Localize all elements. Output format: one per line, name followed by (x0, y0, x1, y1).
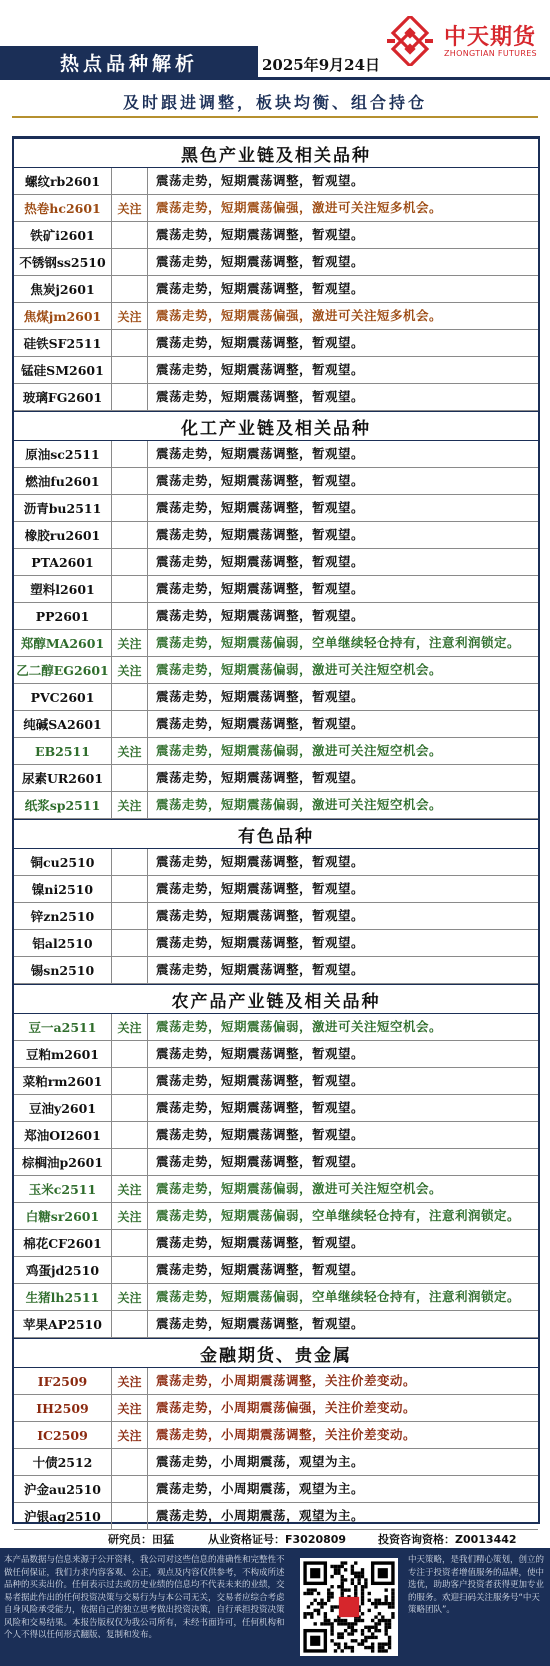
trend-description: 震荡走势，小周期震荡，观望为主。 (156, 1454, 365, 1469)
contract-name: 豆粕m2601 (14, 1041, 112, 1067)
focus-flag (112, 249, 148, 275)
table-row (14, 1311, 538, 1338)
researcher-info (0, 1528, 550, 1548)
contract-name: 菜粕rm2601 (14, 1068, 112, 1094)
contract-name: 沪银ag2510 (14, 1503, 112, 1529)
table-row (14, 657, 538, 684)
table-row (14, 1449, 538, 1476)
trend-description: 震荡走势，短期震荡偏弱，激进可关注短空机会。 (156, 1181, 443, 1196)
contract-name: EB2511 (14, 738, 112, 764)
focus-flag (112, 957, 148, 983)
trend-description: 震荡走势，短期震荡调整，暂观望。 (156, 281, 365, 296)
table-row (14, 303, 538, 330)
table-row (14, 495, 538, 522)
table-row (14, 1149, 538, 1176)
focus-flag (112, 711, 148, 737)
focus-flag (112, 1311, 148, 1337)
table-row (14, 1284, 538, 1311)
table-row (14, 168, 538, 195)
focus-flag: 关注 (112, 1176, 148, 1202)
contract-name: PVC2601 (14, 684, 112, 710)
focus-flag (112, 168, 148, 194)
focus-flag (112, 276, 148, 302)
trend-description: 震荡走势，短期震荡偏强，激进可关注短多机会。 (156, 308, 443, 323)
focus-flag (112, 930, 148, 956)
contract-name: 沪金au2510 (14, 1476, 112, 1502)
focus-flag (112, 603, 148, 629)
focus-flag (112, 468, 148, 494)
trend-description: 震荡走势，短期震荡调整，暂观望。 (156, 1154, 365, 1169)
focus-flag (112, 876, 148, 902)
trend-description: 震荡走势，短期震荡调整，暂观望。 (156, 770, 365, 785)
table-row (14, 468, 538, 495)
trend-description: 震荡走势，短期震荡调整，暂观望。 (156, 881, 365, 896)
trend-description: 震荡走势，小周期震荡调整，关注价差变动。 (156, 1373, 417, 1388)
contract-name: 热卷hc2601 (14, 195, 112, 221)
trend-description: 震荡走势，短期震荡调整，暂观望。 (156, 608, 365, 623)
qr-code-icon[interactable] (300, 1558, 398, 1656)
contract-name: 锡sn2510 (14, 957, 112, 983)
contract-name: IF2509 (14, 1368, 112, 1394)
trend-description: 震荡走势，短期震荡调整，暂观望。 (156, 935, 365, 950)
analysis-table (12, 136, 540, 1524)
section-header: 农产品产业链及相关品种 (14, 984, 538, 1014)
focus-flag (112, 1122, 148, 1148)
tagline-divider (12, 116, 538, 118)
report-tagline: 及时跟进调整，板块均衡、组合持仓 (122, 93, 427, 112)
contract-name: 纯碱SA2601 (14, 711, 112, 737)
contract-name: 塑料l2601 (14, 576, 112, 602)
section-header: 黑色产业链及相关品种 (14, 138, 538, 168)
table-row (14, 849, 538, 876)
contract-name: 鸡蛋jd2510 (14, 1257, 112, 1283)
focus-flag (112, 576, 148, 602)
focus-flag: 关注 (112, 630, 148, 656)
trend-description: 震荡走势，短期震荡调整，暂观望。 (156, 1127, 365, 1142)
focus-flag (112, 522, 148, 548)
contract-name: 郑醇MA2601 (14, 630, 112, 656)
report-header (0, 0, 550, 80)
focus-flag (112, 903, 148, 929)
report-date: 2025年9月24日 (262, 56, 381, 74)
section-header: 金融期货、贵金属 (14, 1338, 538, 1368)
contract-name: 纸浆sp2511 (14, 792, 112, 818)
trend-description: 震荡走势，短期震荡调整，暂观望。 (156, 500, 365, 515)
contract-name: 白糖sr2601 (14, 1203, 112, 1229)
contract-name: 生猪lh2511 (14, 1284, 112, 1310)
trend-description: 震荡走势，短期震荡偏弱，激进可关注短空机会。 (156, 797, 443, 812)
trend-description: 震荡走势，短期震荡调整，暂观望。 (156, 446, 365, 461)
focus-flag (112, 684, 148, 710)
logo-chinese-name: 中天期货 (444, 25, 537, 50)
table-row (14, 1476, 538, 1503)
table-row (14, 357, 538, 384)
section-header: 有色品种 (14, 819, 538, 849)
focus-flag (112, 1149, 148, 1175)
trend-description: 震荡走势，短期震荡调整，暂观望。 (156, 1100, 365, 1115)
contract-name: PP2601 (14, 603, 112, 629)
contract-name: 锌zn2510 (14, 903, 112, 929)
trend-description: 震荡走势，短期震荡调整，暂观望。 (156, 689, 365, 704)
trend-description: 震荡走势，短期震荡调整，暂观望。 (156, 173, 365, 188)
table-row (14, 522, 538, 549)
table-row (14, 1041, 538, 1068)
table-row (14, 1122, 538, 1149)
table-row (14, 1095, 538, 1122)
contract-name: 铁矿i2601 (14, 222, 112, 248)
table-row (14, 603, 538, 630)
trend-description: 震荡走势，短期震荡调整，暂观望。 (156, 473, 365, 488)
table-row (14, 1068, 538, 1095)
table-row (14, 549, 538, 576)
table-row (14, 222, 538, 249)
focus-flag (112, 222, 148, 248)
table-row (14, 765, 538, 792)
trend-description: 震荡走势，短期震荡调整，暂观望。 (156, 1046, 365, 1061)
focus-flag (112, 495, 148, 521)
table-row (14, 384, 538, 411)
focus-flag: 关注 (112, 657, 148, 683)
trend-description: 震荡走势，短期震荡调整，暂观望。 (156, 854, 365, 869)
table-row (14, 630, 538, 657)
focus-flag (112, 765, 148, 791)
table-row (14, 576, 538, 603)
contract-name: 焦炭j2601 (14, 276, 112, 302)
table-row (14, 903, 538, 930)
trend-description: 震荡走势，短期震荡调整，暂观望。 (156, 227, 365, 242)
zhongtian-logo-icon (384, 16, 436, 66)
table-row (14, 1395, 538, 1422)
contract-name: 不锈钢ss2510 (14, 249, 112, 275)
table-row (14, 1503, 538, 1530)
trend-description: 震荡走势，短期震荡调整，暂观望。 (156, 527, 365, 542)
focus-flag (112, 357, 148, 383)
trend-description: 震荡走势，短期震荡调整，暂观望。 (156, 581, 365, 596)
contract-name: 豆油y2601 (14, 1095, 112, 1121)
trend-description: 震荡走势，短期震荡调整，暂观望。 (156, 1073, 365, 1088)
report-title: 热点品种解析 (0, 46, 258, 78)
contract-name: 螺纹rb2601 (14, 168, 112, 194)
trend-description: 震荡走势，短期震荡调整，暂观望。 (156, 389, 365, 404)
trend-description: 震荡走势，短期震荡调整，暂观望。 (156, 335, 365, 350)
company-logo (384, 16, 544, 66)
focus-flag: 关注 (112, 738, 148, 764)
table-row (14, 1014, 538, 1041)
contract-name: 铜cu2510 (14, 849, 112, 875)
qr-description: 中天策略，是我们精心策划，创立的专注于投资者增值服务的品牌，使中选优，助助客户投资者获得更加专业的服务。欢迎扫码关注服务号“中天策略团队”。 (408, 1555, 545, 1615)
table-row (14, 711, 538, 738)
trend-description: 震荡走势，短期震荡偏弱，空单继续轻仓持有，注意利润锁定。 (156, 1289, 521, 1304)
table-row (14, 684, 538, 711)
contract-name: IH2509 (14, 1395, 112, 1421)
focus-flag: 关注 (112, 792, 148, 818)
report-footer (0, 1548, 550, 1666)
table-row (14, 792, 538, 819)
contract-name: 十债2512 (14, 1449, 112, 1475)
focus-flag (112, 441, 148, 467)
contract-name: 郑油OI2601 (14, 1122, 112, 1148)
contract-name: 乙二醇EG2601 (14, 657, 112, 683)
table-row (14, 1176, 538, 1203)
table-row (14, 957, 538, 984)
focus-flag (112, 1449, 148, 1475)
header-divider (0, 77, 550, 80)
contract-name: 镍ni2510 (14, 876, 112, 902)
contract-name: 焦煤jm2601 (14, 303, 112, 329)
table-row (14, 1257, 538, 1284)
researcher-license: 从业资格证号：F3020809 (208, 1533, 347, 1546)
focus-flag: 关注 (112, 1014, 148, 1040)
contract-name: 沥青bu2511 (14, 495, 112, 521)
focus-flag: 关注 (112, 1284, 148, 1310)
focus-flag: 关注 (112, 303, 148, 329)
table-row (14, 249, 538, 276)
contract-name: 苹果AP2510 (14, 1311, 112, 1337)
table-row (14, 738, 538, 765)
logo-english-name: ZHONGTIAN FUTURES (444, 49, 537, 58)
trend-description: 震荡走势，短期震荡偏弱，激进可关注短空机会。 (156, 743, 443, 758)
trend-description: 震荡走势，短期震荡调整，暂观望。 (156, 1316, 365, 1331)
focus-flag: 关注 (112, 1395, 148, 1421)
focus-flag (112, 1068, 148, 1094)
table-row (14, 330, 538, 357)
trend-description: 震荡走势，短期震荡调整，暂观望。 (156, 962, 365, 977)
contract-name: 燃油fu2601 (14, 468, 112, 494)
contract-name: PTA2601 (14, 549, 112, 575)
trend-description: 震荡走势，短期震荡调整，暂观望。 (156, 716, 365, 731)
contract-name: 玻璃FG2601 (14, 384, 112, 410)
trend-description: 震荡走势，短期震荡调整，暂观望。 (156, 1262, 365, 1277)
contract-name: IC2509 (14, 1422, 112, 1448)
trend-description: 震荡走势，短期震荡调整，暂观望。 (156, 554, 365, 569)
trend-description: 震荡走势，小周期震荡，观望为主。 (156, 1481, 365, 1496)
trend-description: 震荡走势，小周期震荡调整，关注价差变动。 (156, 1427, 417, 1442)
table-row (14, 1422, 538, 1449)
focus-flag: 关注 (112, 1368, 148, 1394)
trend-description: 震荡走势，短期震荡调整，暂观望。 (156, 1235, 365, 1250)
contract-name: 锰硅SM2601 (14, 357, 112, 383)
contract-name: 棉花CF2601 (14, 1230, 112, 1256)
focus-flag (112, 384, 148, 410)
trend-description: 震荡走势，短期震荡调整，暂观望。 (156, 908, 365, 923)
researcher-name: 研究员：田猛 (108, 1533, 174, 1546)
researcher-consult-license: 投资咨询资格：Z0013442 (378, 1533, 517, 1546)
focus-flag (112, 849, 148, 875)
focus-flag (112, 1476, 148, 1502)
trend-description: 震荡走势，小周期震荡偏强，关注价差变动。 (156, 1400, 417, 1415)
trend-description: 震荡走势，短期震荡偏强，激进可关注短多机会。 (156, 200, 443, 215)
contract-name: 尿素UR2601 (14, 765, 112, 791)
contract-name: 原油sc2511 (14, 441, 112, 467)
focus-flag (112, 1230, 148, 1256)
focus-flag (112, 1257, 148, 1283)
table-row (14, 1203, 538, 1230)
table-row (14, 876, 538, 903)
contract-name: 玉米c2511 (14, 1176, 112, 1202)
table-row (14, 441, 538, 468)
table-row (14, 1230, 538, 1257)
contract-name: 棕榈油p2601 (14, 1149, 112, 1175)
focus-flag (112, 1095, 148, 1121)
focus-flag (112, 330, 148, 356)
contract-name: 铝al2510 (14, 930, 112, 956)
section-header: 化工产业链及相关品种 (14, 411, 538, 441)
table-row (14, 930, 538, 957)
contract-name: 橡胶ru2601 (14, 522, 112, 548)
focus-flag (112, 1041, 148, 1067)
trend-description: 震荡走势，短期震荡偏弱，激进可关注短空机会。 (156, 1019, 443, 1034)
focus-flag: 关注 (112, 195, 148, 221)
trend-description: 震荡走势，短期震荡偏弱，空单继续轻仓持有，注意利润锁定。 (156, 635, 521, 650)
trend-description: 震荡走势，短期震荡调整，暂观望。 (156, 362, 365, 377)
focus-flag (112, 1503, 148, 1529)
contract-name: 硅铁SF2511 (14, 330, 112, 356)
trend-description: 震荡走势，短期震荡偏弱，空单继续轻仓持有，注意利润锁定。 (156, 1208, 521, 1223)
trend-description: 震荡走势，小周期震荡，观望为主。 (156, 1508, 365, 1523)
trend-description: 震荡走势，短期震荡调整，暂观望。 (156, 254, 365, 269)
focus-flag (112, 549, 148, 575)
table-row (14, 1368, 538, 1395)
focus-flag: 关注 (112, 1203, 148, 1229)
table-row (14, 276, 538, 303)
trend-description: 震荡走势，短期震荡偏弱，激进可关注短空机会。 (156, 662, 443, 677)
disclaimer-text: 本产品数据与信息来源于公开资料，我公司对这些信息的准确性和完整性不做任何保证，我们力求内容客观、公正，观点及内容仅供参考，不构成所述品种的买卖出价。任何表示过去或历史业绩的信息均不代表未来的业绩，交易者据此作出的任何投资决策与交易行为与本公司无关，交易者应综合考虑自身风险承受能力，依据自己的独立思考做出投资决策，自行承担投资决策风险和交易结果。本报告版权仅为我公司所有，未经书面许可，任何机构和个人不得以任何形式翻版、复制和发布。 (4, 1555, 285, 1640)
focus-flag: 关注 (112, 1422, 148, 1448)
contract-name: 豆一a2511 (14, 1014, 112, 1040)
table-row (14, 195, 538, 222)
